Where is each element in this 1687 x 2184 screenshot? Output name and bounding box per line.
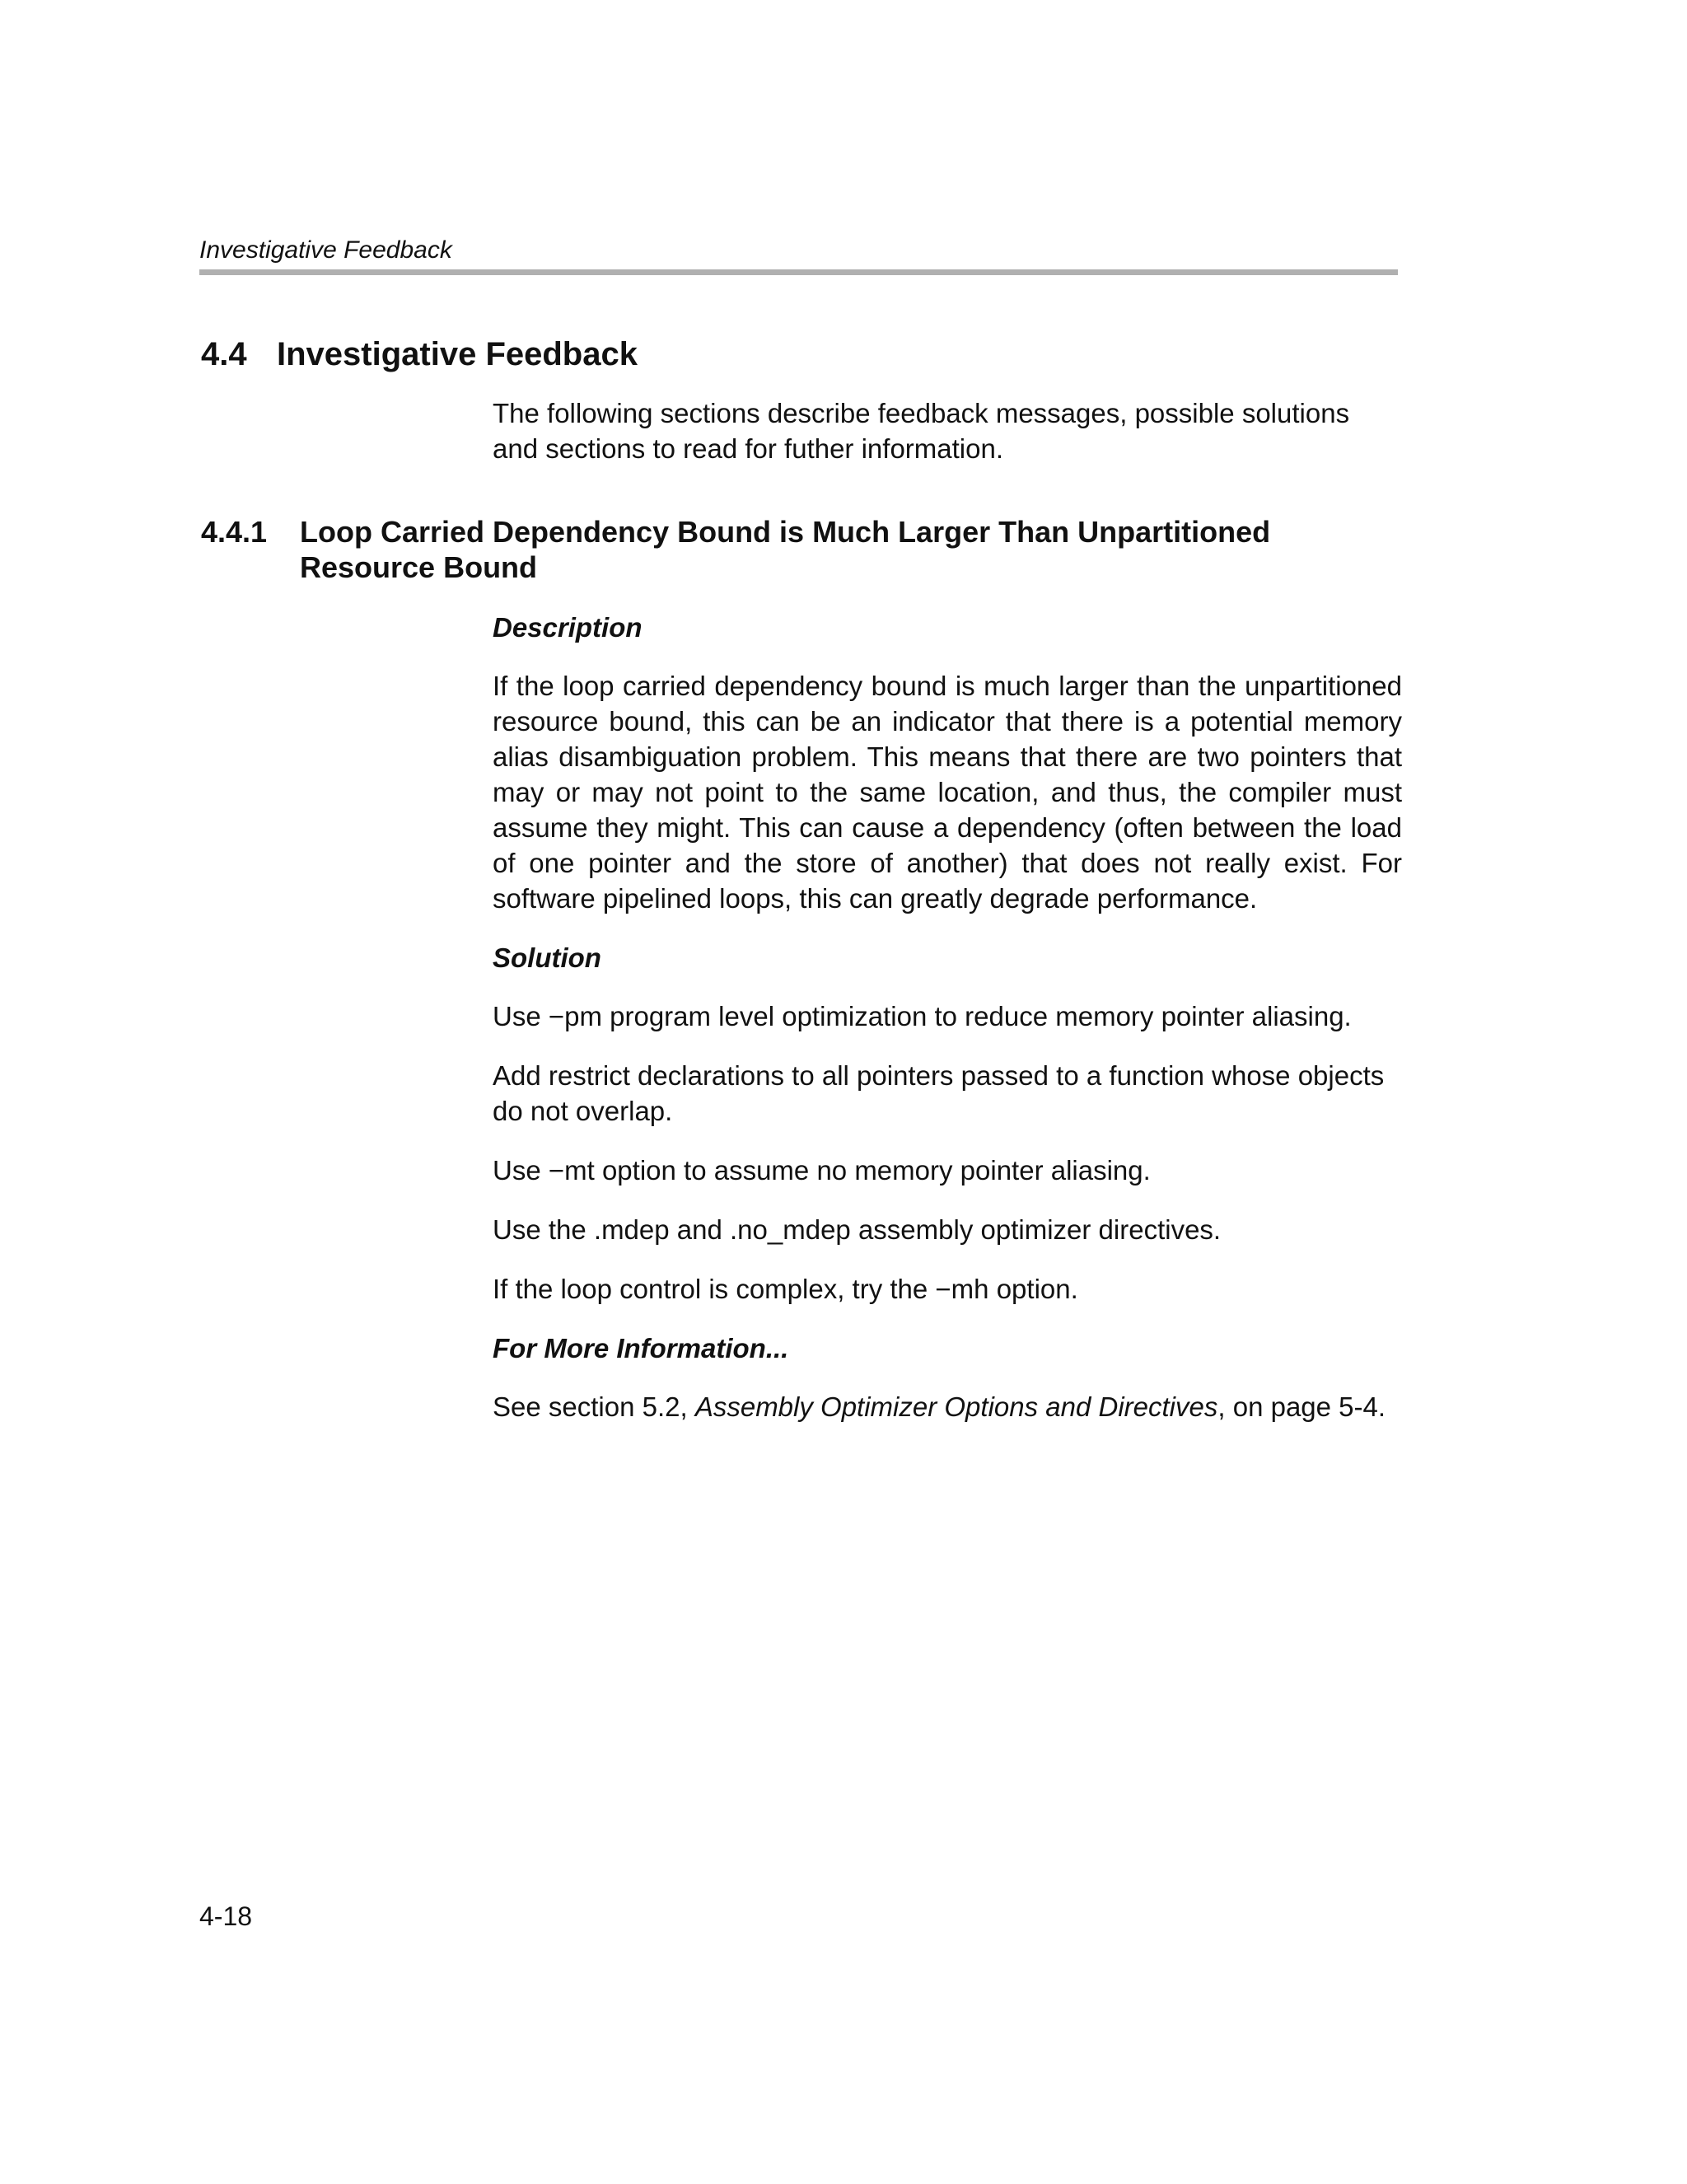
more-info-label: For More Information... (493, 1333, 789, 1363)
cross-reference-title: Assembly Optimizer Options and Directives (694, 1391, 1218, 1422)
subsection-title: Loop Carried Dependency Bound is Much Larger Than Unpartitioned Resource Bound (300, 515, 1271, 584)
solution-item: Use the .mdep and .no_mdep assembly optimizer directives. (493, 1214, 1222, 1245)
section-heading (201, 334, 638, 375)
solution-item: Use −mt option to assume no memory pointer aliasing. (493, 1155, 1151, 1186)
description-label: Description (493, 612, 643, 643)
solution-item: Use −pm program level optimization to reduce memory pointer aliasing. (493, 1001, 1352, 1031)
page-number: 4-18 (199, 1901, 253, 1931)
subsection-body (493, 610, 1402, 1448)
section-title: Investigative Feedback (277, 336, 638, 372)
description-paragraph: If the loop carried dependency bound is much larger than the unpartitioned resource bound, this can be an indicator that there is a potential memory alias disambiguation problem. This means that there are two pointers that may or may not point to the same location, and thus, the compiler must assume they might. This can cause a dependency (often between the load of one pointer and the store of another) that does not really exist. For software pipelined loops, this can greatly degrade performance. (493, 671, 1402, 914)
solution-item: If the loop control is complex, try the −mh option. (493, 1274, 1078, 1304)
solution-label: Solution (493, 942, 601, 973)
more-info-prefix: See section 5.2, (493, 1391, 695, 1422)
running-header: Investigative Feedback (199, 236, 452, 264)
header-rule (199, 269, 1398, 275)
solution-item: Add restrict declarations to all pointers passed to a function whose objects do not overlap. (493, 1060, 1385, 1126)
section-number: 4.4 (201, 336, 247, 372)
more-info-suffix: , on page 5-4. (1217, 1391, 1386, 1422)
subsection-number: 4.4.1 (201, 515, 268, 549)
more-info-paragraph (493, 1389, 1402, 1424)
section-intro: The following sections describe feedback messages, possible solutions and sections to read for futher information. (493, 398, 1350, 464)
